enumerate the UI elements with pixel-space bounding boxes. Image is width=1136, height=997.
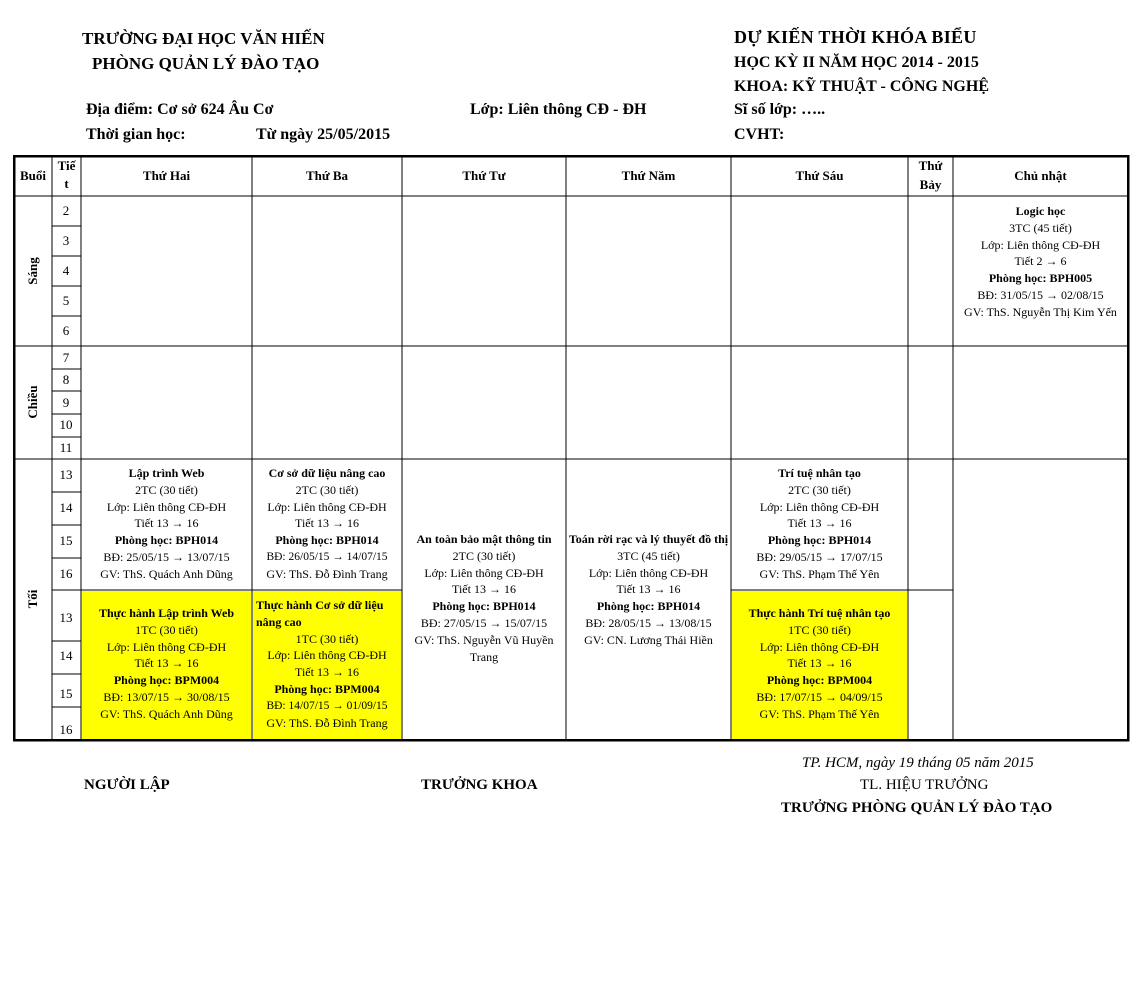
- course-title: An toàn bảo mật thông tin: [416, 532, 552, 546]
- col-header-monday: Thứ Hai: [142, 168, 191, 183]
- course-periods: Tiết 13 → 16: [787, 516, 852, 531]
- session-afternoon: Chiều: [25, 385, 40, 419]
- course-periods: Tiết 13 → 16: [134, 656, 199, 671]
- session-evening: Tối: [25, 589, 40, 609]
- advisor-label: CVHT:: [734, 126, 785, 143]
- course-teacher: GV: ThS. Nguyễn Thị Kim Yến: [964, 304, 1117, 319]
- place-date: TP. HCM, ngày 19 tháng 05 năm 2015: [802, 755, 1034, 771]
- course-block-sunday: [954, 203, 1127, 321]
- course-periods: Tiết 13 → 16: [787, 656, 852, 671]
- course-credits: 2TC (30 tiết): [295, 482, 359, 497]
- period-number: 13: [59, 467, 73, 482]
- course-dates: BĐ: 29/05/15 → 17/07/15: [756, 549, 883, 564]
- course-room: Phòng học: BPH014: [275, 533, 379, 548]
- for-rector: TL. HIỆU TRƯỞNG: [860, 777, 989, 793]
- course-block-thursday: [568, 531, 729, 649]
- course-credits: 1TC (30 tiết): [135, 622, 198, 637]
- period-number: 15: [59, 686, 73, 701]
- class-size-label: Sĩ số lớp: …..: [734, 101, 826, 118]
- course-block-monday-lecture: [82, 465, 251, 583]
- col-header-session: Buổi: [19, 168, 46, 183]
- semester-label: HỌC KỲ II NĂM HỌC 2014 - 2015: [734, 54, 979, 71]
- course-block-friday-lecture: [732, 465, 907, 583]
- office-name: PHÒNG QUẢN LÝ ĐÀO TẠO: [92, 54, 320, 73]
- course-block-tuesday-practice: [252, 597, 402, 731]
- course-class: Lớp: Liên thông CĐ-ĐH: [267, 499, 387, 514]
- course-title: Thực hành Lập trình Web: [98, 606, 235, 620]
- head-office-signature: TRƯỞNG PHÒNG QUẢN LÝ ĐÀO TẠO: [781, 800, 1053, 816]
- course-room: Phòng học: BPH005: [988, 271, 1093, 286]
- course-periods: Tiết 13 → 16: [616, 582, 681, 597]
- course-block-monday-practice: [82, 605, 251, 723]
- course-dates: BĐ: 14/07/15 → 01/09/15: [266, 699, 388, 712]
- course-class: Lớp: Liên thông CĐ-ĐH: [980, 237, 1101, 252]
- course-credits: 2TC (30 tiết): [452, 548, 516, 563]
- class-label: Lớp: Liên thông CĐ - ĐH: [470, 101, 647, 118]
- period-number: 16: [59, 722, 73, 737]
- location-label: Địa điểm: Cơ sở 624 Âu Cơ: [86, 101, 274, 118]
- session-morning: Sáng: [25, 257, 40, 285]
- period-number: 15: [59, 533, 73, 548]
- course-block-wednesday: [404, 531, 564, 665]
- col-header-wednesday: Thứ Tư: [462, 168, 506, 183]
- course-credits: 2TC (30 tiết): [788, 482, 851, 497]
- course-class: Lớp: Liên thông CĐ-ĐH: [106, 499, 227, 514]
- study-time-label: Thời gian học:: [86, 126, 186, 143]
- col-header-period-1: Tiế: [57, 158, 76, 173]
- course-periods: Tiết 13 → 16: [295, 516, 359, 531]
- col-header-saturday-2: Bảy: [919, 177, 942, 192]
- dean-signature: TRƯỞNG KHOA: [421, 777, 538, 793]
- course-dates: BĐ: 25/05/15 → 13/07/15: [103, 549, 230, 564]
- course-title: Thực hành Cơ sở dữ liệu nâng cao: [256, 598, 384, 629]
- faculty-label: KHOA: KỸ THUẬT - CÔNG NGHỆ: [734, 78, 989, 95]
- period-number: 3: [62, 233, 70, 248]
- course-credits: 1TC (30 tiết): [295, 631, 359, 646]
- course-teacher: GV: ThS. Phạm Thế Yên: [759, 706, 880, 721]
- course-class: Lớp: Liên thông CĐ-ĐH: [759, 499, 880, 514]
- course-teacher: GV: ThS. Quách Anh Dũng: [100, 566, 233, 581]
- course-dates: BĐ: 31/05/15 → 02/08/15: [977, 287, 1104, 302]
- preparer-signature: NGƯỜI LẬP: [84, 777, 170, 793]
- period-number: 11: [59, 440, 73, 455]
- course-teacher: GV: ThS. Đỗ Đình Trang: [266, 566, 388, 581]
- course-teacher: GV: ThS. Quách Anh Dũng: [100, 706, 233, 721]
- course-block-tuesday-lecture: [252, 465, 402, 583]
- course-dates: BĐ: 13/07/15 → 30/08/15: [103, 689, 230, 704]
- course-periods: Tiết 13 → 16: [295, 665, 359, 680]
- col-header-friday: Thứ Sáu: [795, 168, 844, 183]
- course-class: Lớp: Liên thông CĐ-ĐH: [588, 565, 709, 580]
- course-periods: Tiết 13 → 16: [134, 516, 199, 531]
- course-dates: BĐ: 17/07/15 → 04/09/15: [756, 689, 883, 704]
- course-room: Phòng học: BPH014: [596, 599, 701, 614]
- course-credits: 3TC (45 tiết): [617, 548, 680, 563]
- course-title: Toán rời rạc và lý thuyết đồ thị: [568, 532, 729, 546]
- course-block-friday-practice: [732, 605, 907, 723]
- course-class: Lớp: Liên thông CĐ-ĐH: [759, 639, 880, 654]
- period-number: 13: [59, 610, 73, 625]
- col-header-thursday: Thứ Năm: [621, 168, 676, 183]
- course-title: Lập trình Web: [128, 466, 205, 480]
- course-teacher: GV: ThS. Nguyễn Vũ Huyền Trang: [414, 632, 554, 664]
- period-number: 7: [62, 350, 70, 365]
- period-number: 8: [62, 372, 70, 387]
- course-teacher: GV: ThS. Phạm Thế Yên: [759, 566, 880, 581]
- course-periods: Tiết 2 → 6: [1014, 254, 1067, 269]
- course-room: Phòng học: BPH014: [432, 599, 536, 614]
- course-class: Lớp: Liên thông CĐ-ĐH: [267, 648, 387, 663]
- course-title: Trí tuệ nhân tạo: [778, 466, 861, 480]
- course-class: Lớp: Liên thông CĐ-ĐH: [106, 639, 227, 654]
- course-room: Phòng học: BPH014: [767, 533, 872, 548]
- period-number: 2: [62, 203, 70, 218]
- period-number: 14: [59, 648, 73, 663]
- course-credits: 1TC (30 tiết): [788, 622, 851, 637]
- document-title: DỰ KIẾN THỜI KHÓA BIỂU: [734, 27, 977, 47]
- course-credits: 3TC (45 tiết): [1009, 220, 1072, 235]
- period-number: 4: [62, 263, 70, 278]
- course-teacher: GV: ThS. Đỗ Đình Trang: [266, 715, 388, 730]
- period-number: 16: [59, 566, 73, 581]
- course-room: Phòng học: BPM004: [274, 681, 380, 696]
- course-room: Phòng học: BPH014: [114, 533, 219, 548]
- university-name: TRƯỜNG ĐẠI HỌC VĂN HIẾN: [82, 29, 325, 48]
- course-credits: 2TC (30 tiết): [135, 482, 198, 497]
- period-number: 10: [59, 417, 73, 432]
- period-number: 6: [62, 323, 70, 338]
- course-teacher: GV: CN. Lương Thái Hiền: [584, 632, 713, 647]
- course-dates: BĐ: 26/05/15 → 14/07/15: [266, 550, 388, 563]
- col-header-sunday: Chủ nhật: [1014, 168, 1067, 183]
- course-title: Thực hành Trí tuệ nhân tạo: [748, 606, 891, 620]
- start-date-label: Từ ngày 25/05/2015: [256, 126, 391, 143]
- course-class: Lớp: Liên thông CĐ-ĐH: [424, 565, 544, 580]
- course-periods: Tiết 13 → 16: [452, 582, 516, 597]
- col-header-tuesday: Thứ Ba: [305, 168, 349, 183]
- course-title: Logic học: [1015, 204, 1066, 218]
- course-title: Cơ sở dữ liệu nâng cao: [268, 466, 386, 480]
- period-number: 14: [59, 500, 73, 515]
- course-room: Phòng học: BPM004: [113, 673, 220, 688]
- course-dates: BĐ: 27/05/15 → 15/07/15: [420, 615, 548, 630]
- col-header-saturday-1: Thứ: [918, 158, 943, 173]
- period-number: 5: [62, 293, 70, 308]
- period-number: 9: [62, 395, 70, 410]
- course-room: Phòng học: BPM004: [766, 673, 873, 688]
- course-dates: BĐ: 28/05/15 → 13/08/15: [585, 615, 712, 630]
- col-header-period-2: t: [64, 176, 69, 191]
